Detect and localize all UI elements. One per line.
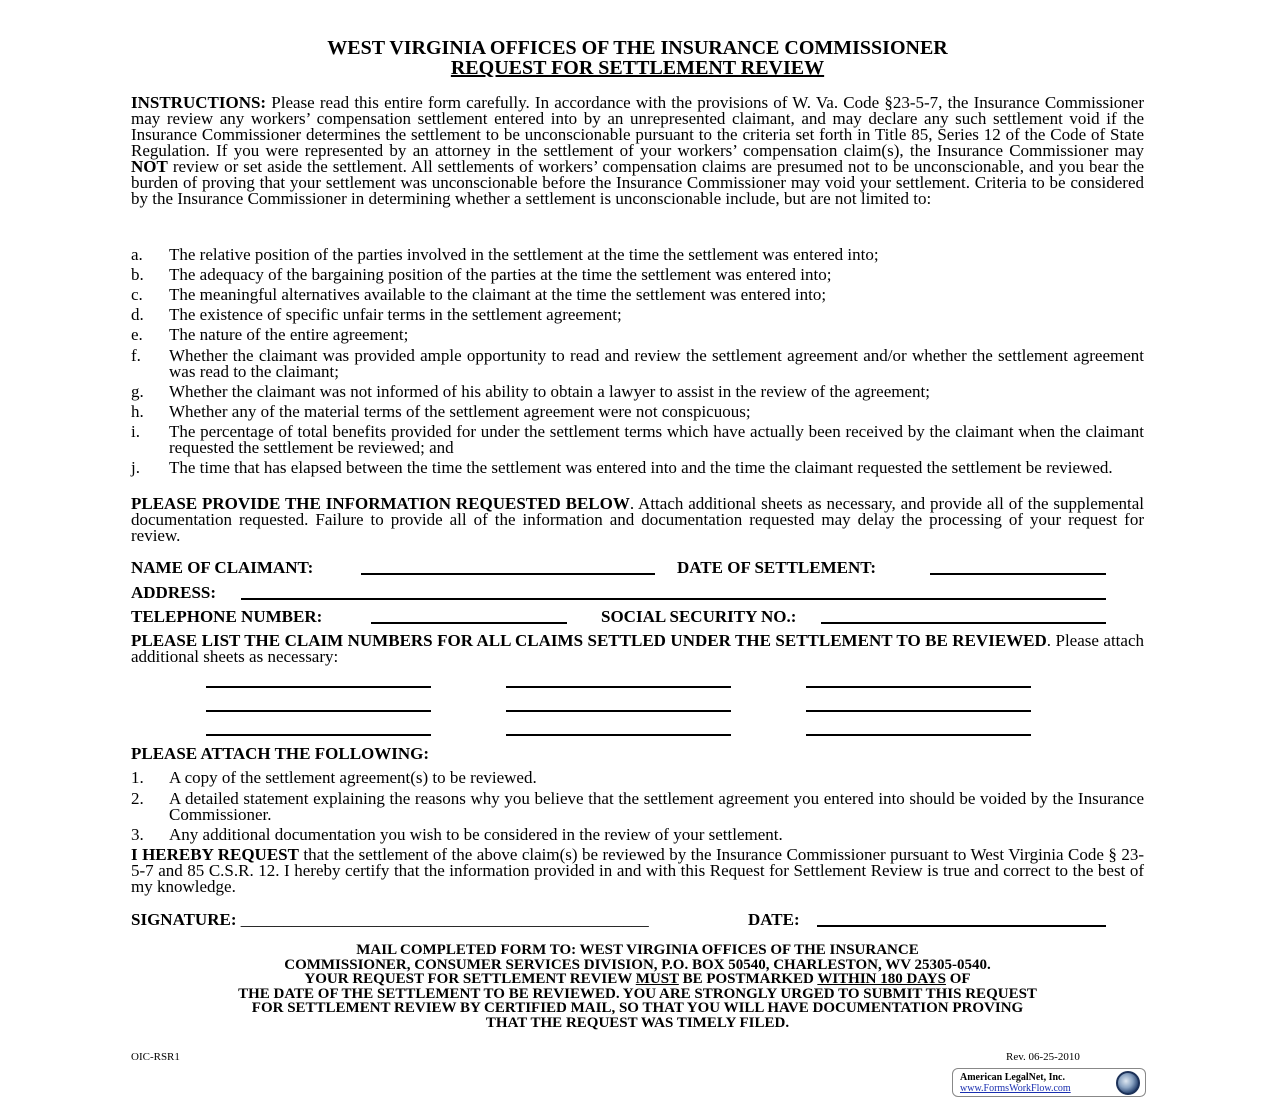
criteria-text: Whether any of the material terms of the settlement agreement were not conspicuous; [169, 402, 751, 421]
claim-number-field[interactable] [806, 710, 1031, 712]
deadline-emphasis: WITHIN 180 DAYS [817, 971, 946, 988]
logo-company: American LegalNet, Inc. [960, 1072, 1065, 1083]
criteria-item [131, 327, 1144, 343]
ssn-field[interactable] [821, 622, 1106, 624]
date-label: DATE: [748, 910, 800, 929]
criteria-item [131, 247, 1144, 263]
claim-number-field[interactable] [206, 734, 431, 736]
list-marker: 2. [131, 789, 144, 808]
list-marker: f. [131, 346, 141, 365]
attach-text: A copy of the settlement agreement(s) to be reviewed. [169, 768, 537, 787]
attach-text: Any additional documentation you wish to be considered in the review of your settlement. [169, 825, 783, 844]
list-marker: g. [131, 382, 144, 401]
list-marker: 1. [131, 768, 144, 787]
attach-text: A detailed statement explaining the reasons why you believe that the settlement agreement you entered into should be voided by the Insurance Commissioner. [169, 789, 1144, 824]
mail-line: THE DATE OF THE SETTLEMENT TO BE REVIEWED. YOU ARE STRONGLY URGED TO SUBMIT THIS REQUEST [238, 985, 1037, 1002]
claim-number-field[interactable] [806, 734, 1031, 736]
mail-line: MAIL COMPLETED FORM TO: WEST VIRGINIA OFFICES OF THE INSURANCE [356, 942, 919, 958]
criteria-item [131, 460, 1144, 476]
instructions-paragraph [131, 95, 1144, 207]
mail-text: YOUR REQUEST FOR SETTLEMENT REVIEW [304, 971, 636, 988]
signature-row [131, 911, 649, 929]
criteria-text: The nature of the entire agreement; [169, 325, 409, 344]
list-marker: b. [131, 265, 144, 284]
list-marker: i. [131, 422, 140, 441]
signature-label: SIGNATURE: [131, 910, 237, 929]
attach-item [131, 791, 1144, 823]
claim-number-field[interactable] [206, 710, 431, 712]
form-title: WEST VIRGINIA OFFICES OF THE INSURANCE COMMISSIONER [327, 37, 948, 59]
criteria-item [131, 424, 1144, 456]
address-field[interactable] [241, 598, 1106, 600]
telephone-field[interactable] [371, 622, 567, 624]
telephone-label: TELEPHONE NUMBER: [131, 607, 323, 626]
mail-instructions [0, 943, 1275, 1031]
list-marker: h. [131, 402, 144, 421]
address-label: ADDRESS: [131, 583, 217, 602]
list-marker: e. [131, 325, 143, 344]
revision-date: Rev. 06-25-2010 [1006, 1051, 1080, 1063]
american-legalnet-logo[interactable] [952, 1068, 1146, 1097]
instructions-not: NOT [131, 157, 168, 176]
mail-line: THAT THE REQUEST WAS TIMELY FILED. [485, 1014, 790, 1031]
criteria-item [131, 404, 1144, 420]
list-marker: c. [131, 285, 143, 304]
attach-item [131, 770, 1144, 786]
mail-line [0, 972, 1275, 987]
criteria-text: The percentage of total benefits provided for under the settlement terms which have actually been received by the claimant when the claimant requested the settlement be reviewed; and [169, 422, 1144, 457]
provide-text: . Attach additional sheets as necessary, and provide all of the supplemental documentation requested. Failure to provide all of the information and documentation requested may delay the processing of your request for review. [131, 494, 1145, 545]
criteria-item [131, 287, 1144, 303]
globe-icon [1116, 1071, 1140, 1095]
ssn-label: SOCIAL SECURITY NO.: [601, 607, 797, 626]
criteria-text: The relative position of the parties involved in the settlement at the time the settlement was entered into; [169, 245, 879, 264]
attach-heading: PLEASE ATTACH THE FOLLOWING: [131, 744, 430, 763]
mail-text: BE POSTMARKED [678, 971, 818, 988]
criteria-text: The time that has elapsed between the time the settlement was entered into and the time the claimant requested the settlement be reviewed. [169, 458, 1113, 477]
criteria-item [131, 384, 1144, 400]
criteria-text: The adequacy of the bargaining position of the parties at the time the settlement was entered into; [169, 265, 832, 284]
criteria-text: Whether the claimant was not informed of his ability to obtain a lawyer to assist in the review of the agreement; [169, 382, 930, 401]
list-marker: a. [131, 245, 143, 264]
claim-number-field[interactable] [206, 686, 431, 688]
criteria-item [131, 267, 1144, 283]
instructions-text: Please read this entire form carefully. In accordance with the provisions of W. Va. Code §23-5-7, the Insurance Commissioner may review any workers’ compensation settlement entered into by an unrepresented claimant, and may declare any such settlement void if the Insurance Commissioner determines the settlement to be unconscionable pursuant to the criteria set forth in Title 85, Series 12 of the Code of State Regulation. If you were represented by an attorney in the settlement of your workers’ compensation claim(s), the Insurance Commissioner may [131, 93, 1144, 160]
claim-number-field[interactable] [506, 710, 731, 712]
form-subtitle: REQUEST FOR SETTLEMENT REVIEW [450, 57, 825, 79]
criteria-text: Whether the claimant was provided ample opportunity to read and review the settlement agreement and/or whether the settlement agreement was read to the claimant; [169, 346, 1144, 381]
logo-link[interactable]: www.FormsWorkFlow.com [960, 1083, 1071, 1094]
criteria-item [131, 348, 1144, 380]
signature-field[interactable]: ________________________________________________ [240, 910, 649, 929]
criteria-text: The existence of specific unfair terms in the settlement agreement; [169, 305, 622, 324]
signature-date-field[interactable] [817, 925, 1106, 927]
settlement-date-field[interactable] [930, 573, 1106, 575]
attach-item [131, 827, 1144, 843]
instructions-label: INSTRUCTIONS: [131, 93, 267, 112]
criteria-item [131, 307, 1144, 323]
list-marker: d. [131, 305, 144, 324]
claim-number-field[interactable] [506, 686, 731, 688]
claims-paragraph [131, 633, 1144, 665]
mail-line: COMMISSIONER, CONSUMER SERVICES DIVISION, P.O. BOX 50540, CHARLESTON, WV 25305-0540. [284, 956, 991, 973]
claimant-name-label: NAME OF CLAIMANT: [131, 558, 314, 577]
list-marker: j. [131, 458, 140, 477]
certify-paragraph [131, 847, 1144, 895]
certify-text: that the settlement of the above claim(s) be reviewed by the Insurance Commissioner pursuant to West Virginia Code § 23-5-7 and 85 C.S.R. 12. I hereby certify that the information provided in and with this Request for Settlement Review is true and correct to the best of my knowledge. [131, 845, 1144, 896]
claim-number-field[interactable] [506, 734, 731, 736]
settlement-date-label: DATE OF SETTLEMENT: [677, 558, 876, 577]
certify-heading: I HEREBY REQUEST [131, 845, 299, 864]
mail-line: FOR SETTLEMENT REVIEW BY CERTIFIED MAIL, SO THAT YOU WILL HAVE DOCUMENTATION PROVING [251, 1000, 1024, 1017]
claims-heading: PLEASE LIST THE CLAIM NUMBERS FOR ALL CLAIMS SETTLED UNDER THE SETTLEMENT TO BE REVIEWED [131, 631, 1047, 650]
claims-text: . Please attach additional sheets as necessary: [131, 631, 1144, 666]
instructions-text-cont: review or set aside the settlement. All settlements of workers’ compensation claims are presumed not to be unconscionable, and you bear the burden of proving that your settlement was unconscionable before the Insurance Commissioner may void your settlement. Criteria to be considered by the Insurance Commissioner in determining whether a settlement is unconscionable include, but are not limited to: [131, 157, 1144, 208]
form-id: OIC-RSR1 [131, 1051, 180, 1063]
claim-number-field[interactable] [806, 686, 1031, 688]
list-marker: 3. [131, 825, 144, 844]
provide-paragraph [131, 496, 1144, 544]
claimant-name-field[interactable] [361, 573, 655, 575]
mail-text: OF [945, 971, 971, 988]
must-emphasis: MUST [635, 971, 679, 988]
criteria-text: The meaningful alternatives available to the claimant at the time the settlement was entered into; [169, 285, 827, 304]
provide-heading: PLEASE PROVIDE THE INFORMATION REQUESTED BELOW [131, 494, 630, 513]
